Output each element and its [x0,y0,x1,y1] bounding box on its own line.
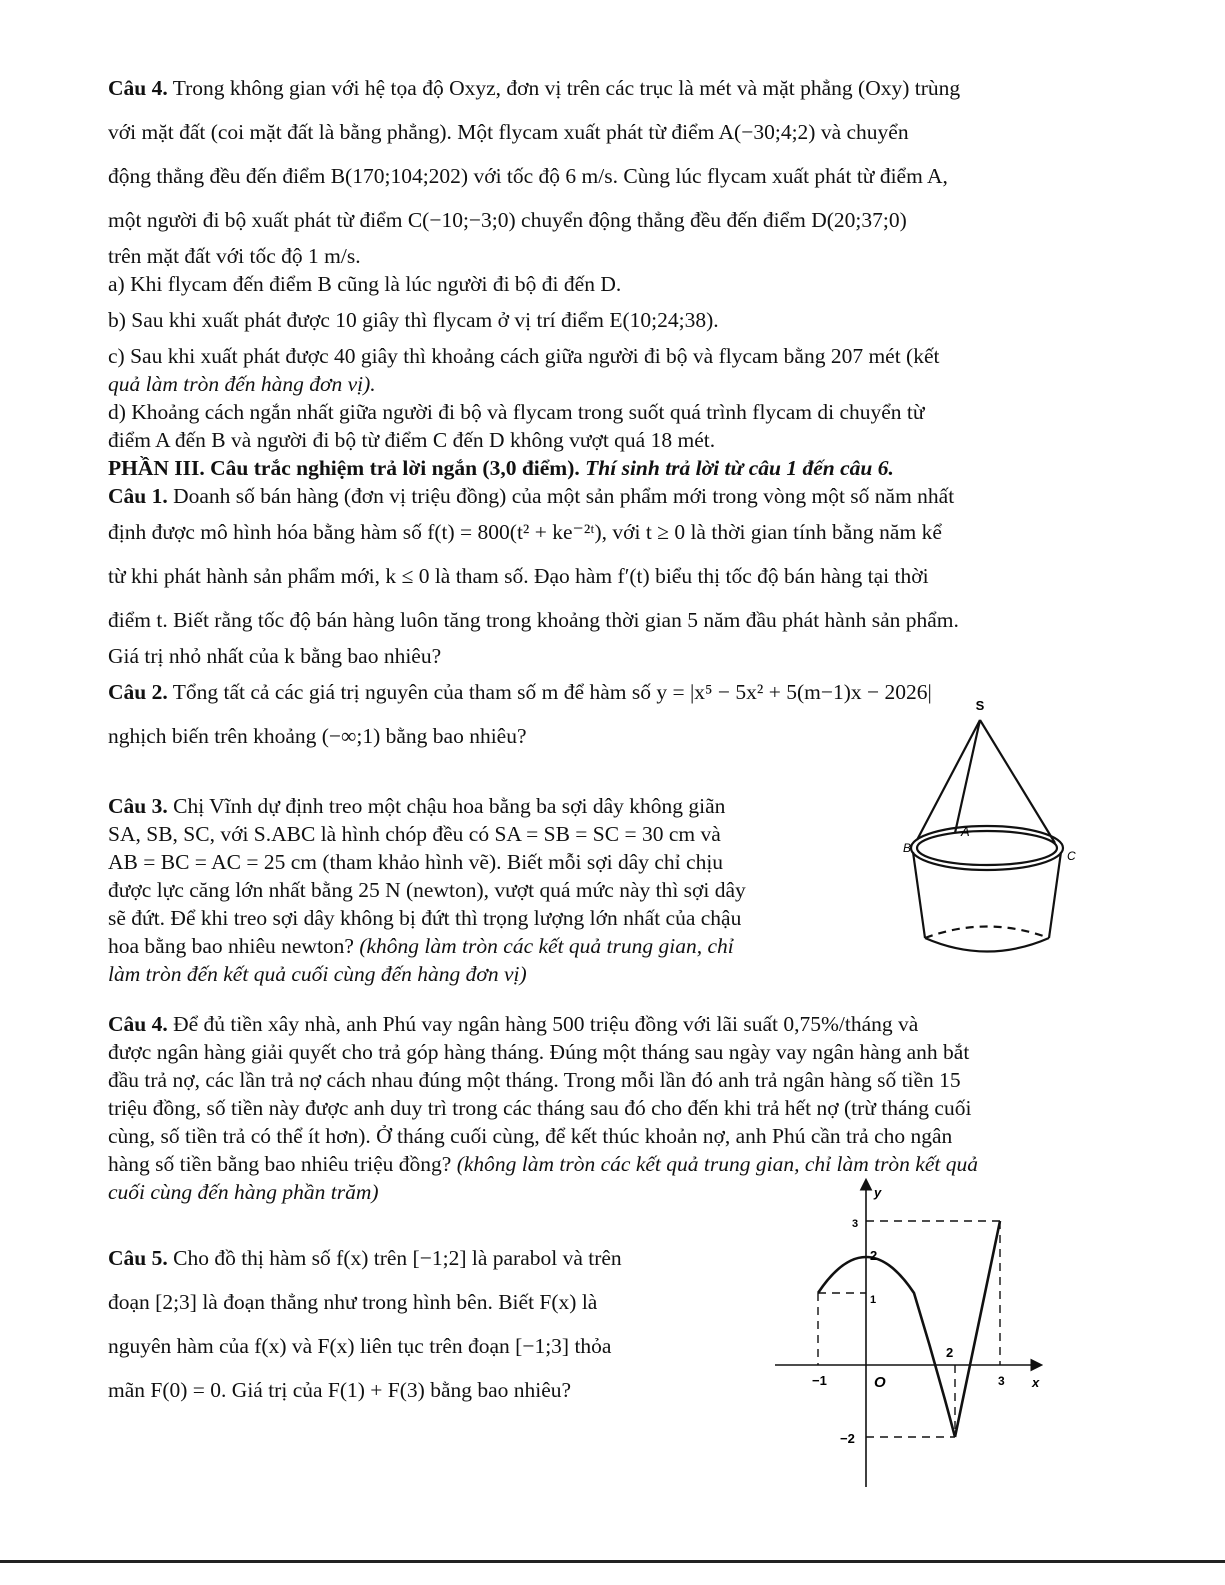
q5-line4: mãn F(0) = 0. Giá trị của F(1) + F(3) bằng bao nhiêu? [108,1378,572,1402]
x-axis-label: x [1032,1375,1040,1390]
q1-line2: định được mô hình hóa bằng hàm số f(t) = 800(t² + ke⁻²ᵗ), với t ≥ 0 là thời gian tính bằng năm kể [108,520,942,544]
q4-statement-d2: điểm A đến B và người đi bộ từ điểm C đến D không vượt quá 18 mét. [108,428,716,452]
q3-line2: SA, SB, SC, với S.ABC là hình chóp đều có SA = SB = SC = 30 cm và [108,822,721,846]
q1-line5: Giá trị nhỏ nhất của k bằng bao nhiêu? [108,644,442,668]
rope-sc [980,720,1055,843]
q3-line4: được lực căng lớn nhất bằng 25 N (newton), vượt quá mức này thì sợi dây [108,878,746,902]
q5-line2: đoạn [2;3] là đoạn thẳng như trong hình bên. Biết F(x) là [108,1290,598,1314]
q4-part2-line1: Câu 4. Trong không gian với hệ tọa độ Oxyz, đơn vị trên các trục là mét và mặt phẳng (Oxy) trùng [108,76,961,100]
pot-bottom-front [925,938,1049,952]
q4-statement-c1: c) Sau khi xuất phát được 40 giây thì khoảng cách giữa người đi bộ và flycam bằng 207 mét (kết [108,344,940,368]
q1-line3: từ khi phát hành sản phẩm mới, k ≤ 0 là tham số. Đạo hàm f′(t) biểu thị tốc độ bán hàng tại thời [108,564,929,588]
page-bottom-rule [0,1560,1225,1563]
q3-line3: AB = BC = AC = 25 cm (tham khảo hình vẽ). Biết mỗi sợi dây chỉ chịu [108,850,724,874]
rope-sb [917,720,980,840]
q2-line1: Câu 2. Tổng tất cả các giá trị nguyên của tham số m để hàm số y = |x⁵ − 5x² + 5(m−1)x − 2026| [108,680,932,704]
y-tick-1: 1 [870,1294,877,1306]
flower-pot-figure [895,690,1085,970]
q5-line1: Câu 5. Cho đồ thị hàm số f(x) trên [−1;2] là parabol và trên [108,1246,622,1270]
pot-rim-inner [917,831,1057,865]
function-graph [770,1175,1060,1495]
q4-part2-line3: động thẳng đều đến điểm B(170;104;202) với tốc độ 6 m/s. Cùng lúc flycam xuất phát từ điểm A, [108,164,948,188]
q4-statement-a: a) Khi flycam đến điểm B cũng là lúc người đi bộ đi đến D. [108,272,622,296]
q5-block [108,1236,768,1412]
q1-line1: Câu 1. Doanh số bán hàng (đơn vị triệu đồng) của một sản phẩm mới trong vòng một số năm nhất [108,484,955,508]
q3-block [108,792,878,988]
q4-line1: Câu 4. Để đủ tiền xây nhà, anh Phú vay ngân hàng 500 triệu đồng với lãi suất 0,75%/tháng và [108,1012,919,1036]
label-a: A [961,824,970,839]
q4-line2: được ngân hàng giải quyết cho trả góp hàng tháng. Đúng một tháng sau ngày vay ngân hàng anh bắt [108,1040,970,1064]
pot-side-left [913,852,925,938]
q3-line1: Câu 3. Chị Vĩnh dự định treo một chậu hoa bằng ba sợi dây không giãn [108,794,726,818]
pot-side-right [1049,852,1061,938]
q4-line5: cùng, số tiền trả có thể ít hơn). Ở tháng cuối cùng, để kết thúc khoản nợ, anh Phú cần trả cho ngân [108,1124,953,1148]
q4-line4: triệu đồng, số tiền này được anh duy trì trong các tháng sau đó cho đến khi trả hết nợ (trừ tháng cuối [108,1096,972,1120]
q4-part2-line4: một người đi bộ xuất phát từ điểm C(−10;−3;0) chuyển động thẳng đều đến điểm D(20;37;0) [108,208,907,232]
label-b: B [903,841,912,855]
q3-line7: làm tròn đến kết quả cuối cùng đến hàng đơn vị) [108,962,527,986]
pot-rim-outer [911,826,1063,870]
q5-line3: nguyên hàm của f(x) và F(x) liên tục trên đoạn [−1;3] thỏa [108,1334,612,1358]
q4-part2-line5: trên mặt đất với tốc độ 1 m/s. [108,244,361,268]
q4-statement-d1: d) Khoảng cách ngắn nhất giữa người đi bộ và flycam trong suốt quá trình flycam di chuyển từ [108,400,925,424]
label-c: C [1067,849,1076,863]
y-tick-minus2: −2 [840,1431,855,1446]
part3-heading: PHẦN III. Câu trắc nghiệm trả lời ngắn (3,0 điểm). Thí sinh trả lời từ câu 1 đến câu 6. [108,456,894,480]
q1-line4: điểm t. Biết rằng tốc độ bán hàng luôn tăng trong khoảng thời gian 5 năm đầu phát hành sản phẩm. [108,608,959,632]
pot-bottom-back [925,927,1049,939]
q4-line7: cuối cùng đến hàng phần trăm) [108,1180,379,1204]
x-tick-minus1: −1 [812,1373,827,1388]
line-segment [955,1221,1000,1437]
q4-line6: hàng số tiền bằng bao nhiêu triệu đồng? (không làm tròn các kết quả trung gian, chỉ làm tròn kết quả [108,1152,978,1176]
q3-line5: sẽ đứt. Để khi treo sợi dây không bị đứt thì trọng lượng lớn nhất của chậu [108,906,742,930]
q4-statement-b: b) Sau khi xuất phát được 10 giây thì flycam ở vị trí điểm E(10;24;38). [108,308,719,332]
q4-part2-line2: với mặt đất (coi mặt đất là bằng phẳng). Một flycam xuất phát từ điểm A(−30;4;2) và chuyển [108,120,909,144]
origin-label: O [874,1374,886,1391]
y-tick-3: 3 [852,1218,859,1230]
label-s: S [975,698,985,713]
x-tick-2: 2 [946,1345,954,1360]
x-tick-3: 3 [998,1374,1005,1388]
parabol-curve [818,1257,955,1437]
rope-sa [955,720,980,833]
q3-line6: hoa bằng bao nhiêu newton? (không làm tròn các kết quả trung gian, chỉ [108,934,734,958]
y-axis-label: y [874,1185,882,1200]
y-tick-2: 2 [870,1248,878,1263]
q2-line2: nghịch biến trên khoảng (−∞;1) bằng bao nhiêu? [108,724,527,748]
q4-line3: đầu trả nợ, các lần trả nợ cách nhau đúng một tháng. Trong mỗi lần đó anh trả ngân hàng số tiền 15 [108,1068,961,1092]
q4-statement-c2: quả làm tròn đến hàng đơn vị). [108,372,376,396]
